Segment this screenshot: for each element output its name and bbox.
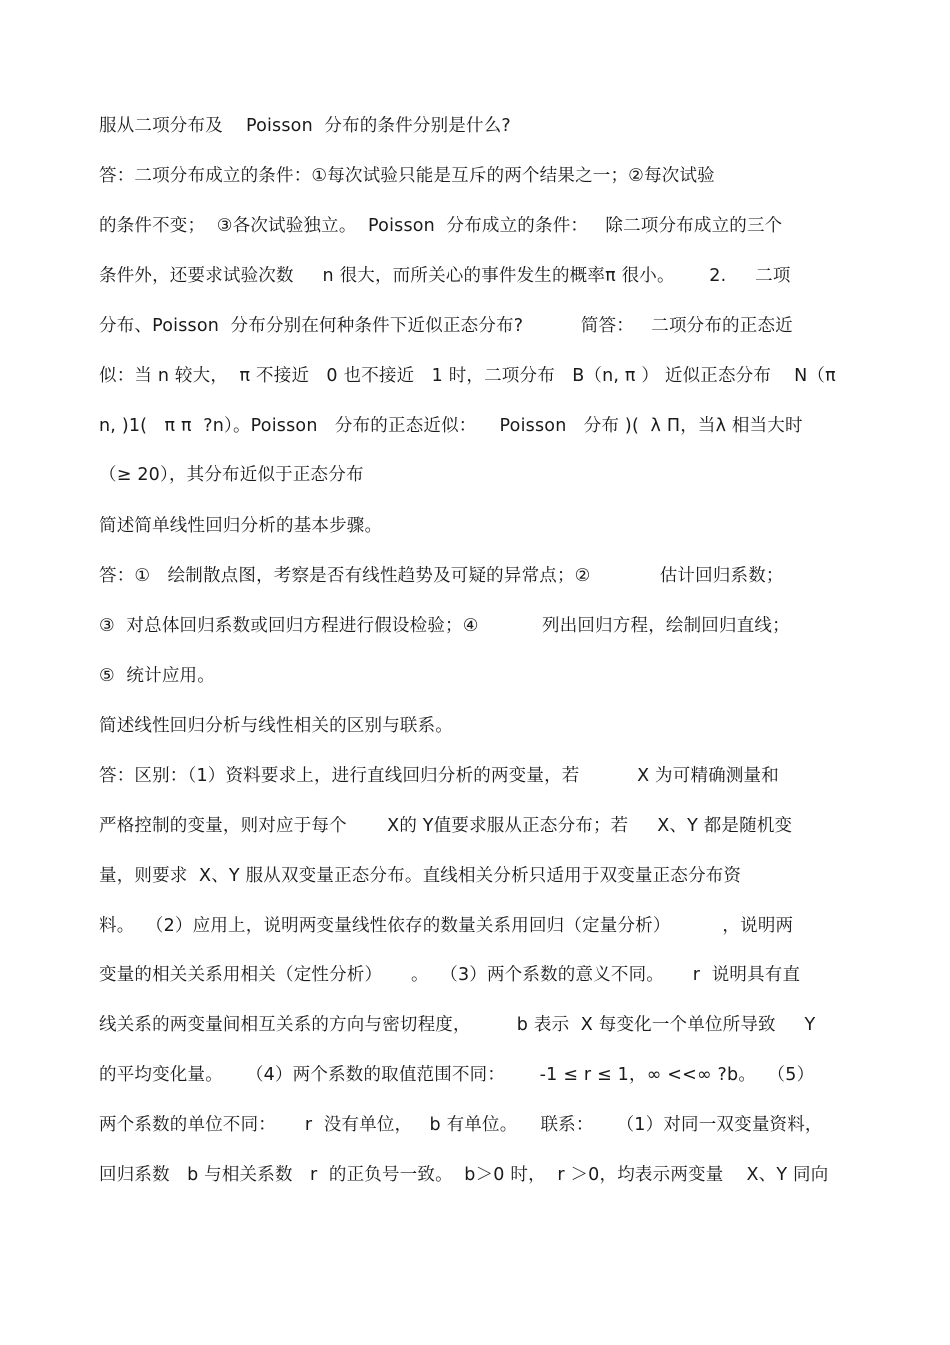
- answer-1-line-2: 的条件不变； ③各次试验独立。 Poisson 分布成立的条件： 除二项分布成立的三个: [99, 216, 783, 236]
- answer-2-line-4: （≥ 20），其分布近似于正态分布: [99, 465, 364, 485]
- answer-3-line-3: ⑤ 统计应用。: [99, 666, 215, 686]
- answer-1-line-3: 条件外，还要求试验次数 n 很大，而所关心的事件发生的概率π 很小。 2. 二项: [99, 266, 791, 286]
- question-3-heading: 简述简单线性回归分析的基本步骤。: [99, 516, 383, 536]
- answer-4-line-9: 回归系数 b 与相关系数 r 的正负号一致。 b＞0 时， r ＞0，均表示两变量 X、Y 同向: [99, 1165, 829, 1185]
- answer-4-line-8: 两个系数的单位不同： r 没有单位， b 有单位。 联系： （1）对同一双变量资料，: [99, 1115, 823, 1135]
- answer-4-line-5: 变量的相关关系用相关（定性分析） 。 （3）两个系数的意义不同。 r 说明具有直: [99, 965, 801, 985]
- answer-4-line-4: 料。 （2）应用上，说明两变量线性依存的数量关系用回归（定量分析） ，说明两: [99, 916, 794, 936]
- answer-2-line-1: 分布、Poisson 分布分别在何种条件下近似正态分布? 简答： 二项分布的正态近: [99, 316, 793, 336]
- answer-4-line-2: 严格控制的变量，则对应于每个 X的 Y值要求服从正态分布；若 X、Y 都是随机变: [99, 816, 793, 836]
- answer-3-line-1: 答：① 绘制散点图，考察是否有线性趋势及可疑的异常点；② 估计回归系数；: [99, 566, 784, 586]
- answer-2-line-2: 似：当 n 较大， π 不接近 0 也不接近 1 时，二项分布 B（n, π ） 近似正态分布 N（π: [99, 366, 836, 386]
- answer-2-line-3: n, )1( π π ?n）。Poisson 分布的正态近似： Poisson 分布 )( λ Π，当λ 相当大时: [99, 416, 803, 436]
- answer-1-line-1: 答：二项分布成立的条件：①每次试验只能是互斥的两个结果之一；②每次试验: [99, 166, 715, 186]
- answer-4-line-3: 量，则要求 X、Y 服从双变量正态分布。直线相关分析只适用于双变量正态分布资: [99, 866, 742, 886]
- answer-4-line-6: 线关系的两变量间相互关系的方向与密切程度， b 表示 X 每变化一个单位所导致 Y: [99, 1015, 816, 1035]
- question-1-heading: 服从二项分布及 Poisson 分布的条件分别是什么?: [99, 116, 511, 136]
- question-4-heading: 简述线性回归分析与线性相关的区别与联系。: [99, 716, 453, 736]
- answer-3-line-2: ③ 对总体回归系数或回归方程进行假设检验；④ 列出回归方程，绘制回归直线；: [99, 616, 790, 636]
- answer-4-line-7: 的平均变化量。 （4）两个系数的取值范围不同： -1 ≤ r ≤ 1，∞ <<∞ ?b。 （5）: [99, 1065, 815, 1085]
- answer-4-line-1: 答：区别：（1）资料要求上，进行直线回归分析的两变量，若 X 为可精确测量和: [99, 766, 779, 786]
